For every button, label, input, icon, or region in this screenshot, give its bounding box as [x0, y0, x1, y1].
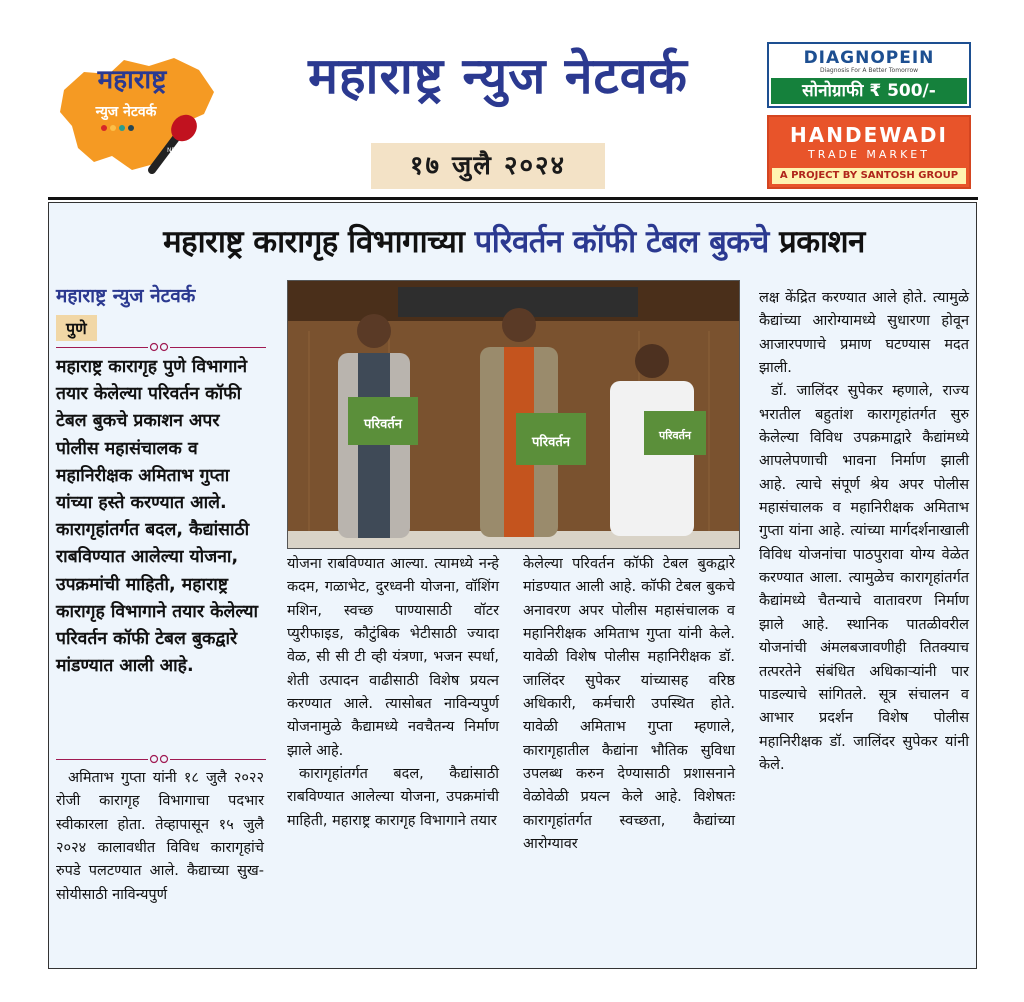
article-lede: महाराष्ट्र कारागृह पुणे विभागाने तयार केलेल्या परिवर्तन कॉफी टेबल बुकचे प्रकाशन अपर पोलीस महासंचालक व महानिरीक्षक अमिताभ गुप्ता यांच्या हस्ते करण्यात आले. कारागृहांतर्गत बदल, कैद्यांसाठी राबविण्यात आलेल्या योजना, उपक्रमांची माहिती, महाराष्ट्र कारागृह विभागाने तयार केलेल्या परिवर्तन कॉफी टेबल बुकद्वारे मांडण्यात आली आहे.: [56, 357, 259, 677]
article-column-3: [523, 553, 735, 856]
handewadi-ad[interactable]: [767, 115, 971, 189]
ornament-divider: [56, 759, 266, 760]
article-headline: [56, 220, 972, 262]
book-title: परिवर्तन: [364, 417, 402, 432]
paragraph: कारागृहांतर्गत बदल, कैद्यांसाठी राबविण्यात आलेल्या योजना, उपक्रमांची माहिती, महाराष्ट्र कारागृह विभागाने तयार: [287, 766, 499, 829]
masthead-title: महाराष्ट्र न्युज नेटवर्क: [308, 47, 688, 105]
dateline-place: पुणे: [56, 315, 97, 341]
ornament-divider: [56, 347, 266, 348]
masthead-rule: [48, 197, 978, 200]
paragraph: योजना राबविण्यात आल्या. त्यामध्ये नन्हे कदम, गळाभेट, दुरध्वनी योजना, वॉशिंग मशिन, स्वच्छ पाण्यासाठी वॉटर प्युरीफाइड, कौटुंबिक भेटीसाठी ज्यादा वेळ, सी सी टी व्ही यंत्रणा, भजन स्पर्धा, शेती उत्पादन वाढीसाठी विशेष प्रयत्न करण्यात आले. त्यासोबत नाविन्यपुर्ण योजनामुळे कैद्यामध्ये नवचैतन्य निर्माण झाले आहे.: [287, 556, 499, 759]
logo-line2: न्युज नेटवर्क: [95, 104, 157, 120]
logo-line1: महाराष्ट्र: [97, 65, 167, 95]
coffee-table-book: [516, 413, 586, 465]
coffee-table-book: [348, 397, 418, 445]
ad-offer: सोनोग्राफी ₹ 500/-: [771, 78, 967, 104]
article-column-1: [56, 767, 264, 907]
paragraph: केलेल्या परिवर्तन कॉफी टेबल बुकद्वारे मांडण्यात आली आहे. कॉफी टेबल बुकचे अनावरण अपर पोलीस महासंचालक व महानिरीक्षक अमिताभ गुप्ता यांनी केले. यावेळी विशेष पोलीस महानिरीक्षक डॉ. जालिंदर सुपेकर यांच्यासह वरिष्ठ अधिकारी, कर्मचारी उपस्थित होते. यावेळी अमिताभ गुप्ता म्हणाले, कारागृहातील कैद्यांना भौतिक सुविधा उपलब्ध करुन देण्यासाठी प्रशासनाने वेळोवेळी प्रयत्न केले आहे. विशेषतः कारागृहांतर्गत स्वच्छता, कैद्यांच्या आरोग्यावर: [523, 556, 735, 853]
ad-subtitle: TRADE MARKET: [808, 148, 930, 161]
byline: महाराष्ट्र न्युज नेटवर्क: [56, 285, 196, 307]
event-photo: [287, 280, 740, 549]
headline-part1: महाराष्ट्र कारागृह विभागाच्या: [163, 224, 475, 260]
headline-highlight: परिवर्तन कॉफी टेबल बुकचे: [474, 224, 769, 260]
ad-name: HANDEWADI: [790, 123, 948, 147]
issue-date: १७ जुलै २०२४: [371, 143, 605, 189]
maharashtra-map-logo: [54, 52, 222, 176]
paragraph: लक्ष केंद्रित करण्यात आले होते. त्यामुळे कैद्यांच्या आरोग्यामध्ये सुधारणा होवून आजारपणाचे प्रमाण घटण्यास मदत झाली.: [759, 290, 969, 377]
coffee-table-book: [644, 411, 706, 455]
book-title: परिवर्तन: [532, 435, 570, 450]
ad-tagline: Diagnosis For A Better Tomorrow: [819, 67, 919, 74]
mic-label: NEWS: [167, 147, 186, 154]
paragraph: डॉ. जालिंदर सुपेकर म्हणाले, राज्य भरातील बहुतांश कारागृहांतर्गत सुरु केलेल्या विविध उपक्रमाद्वारे कैद्यांमध्ये आपलेपणाची भावना निर्माण झाली आहे. त्याचे संपूर्ण श्रेय अपर पोलीस महासंचालक व महानिरीक्षक अमिताभ गुप्ता यांना आहे. त्यांच्या मार्गदर्शनाखाली विविध योजनांचा पाठपुरावा योग्य वेळेत करण्यात आला. त्यामुळेच कारागृहांतर्गत कैद्यांमध्ये चैतन्याचे वातावरण निर्माण झाले आहे. स्थानिक पातळीवरील योजनांची अंमलबजावणीही तितक्याच तत्परतेने संबंधित अधिकाऱ्यांनी पार पाडल्याचे सांगितले. सूत्र संचालन व आभार प्रदर्शन विशेष पोलीस महानिरीक्षक डॉ. जालिंदर सुपेकर यांनी केले.: [759, 383, 969, 773]
headline-part2: प्रकाशन: [768, 224, 865, 260]
ad-project: A PROJECT BY SANTOSH GROUP: [772, 168, 966, 184]
diagnopein-ad[interactable]: [767, 42, 971, 108]
article-column-4: [759, 287, 969, 777]
article-column-2: [287, 553, 499, 833]
paragraph: अमिताभ गुप्ता यांनी १८ जुलै २०२२ रोजी कारागृह विभागाचा पदभार स्वीकारला होता. तेव्हापासून १५ जुलै २०२४ कालावधीत विविध कारागृहांचे रुपडे पलटण्यात आले. कैद्याच्या सुख-सोयीसाठी नाविन्यपुर्ण: [56, 770, 264, 903]
book-title: परिवर्तन: [658, 429, 692, 442]
ad-brand: DIAGNOPEIN: [803, 48, 935, 68]
